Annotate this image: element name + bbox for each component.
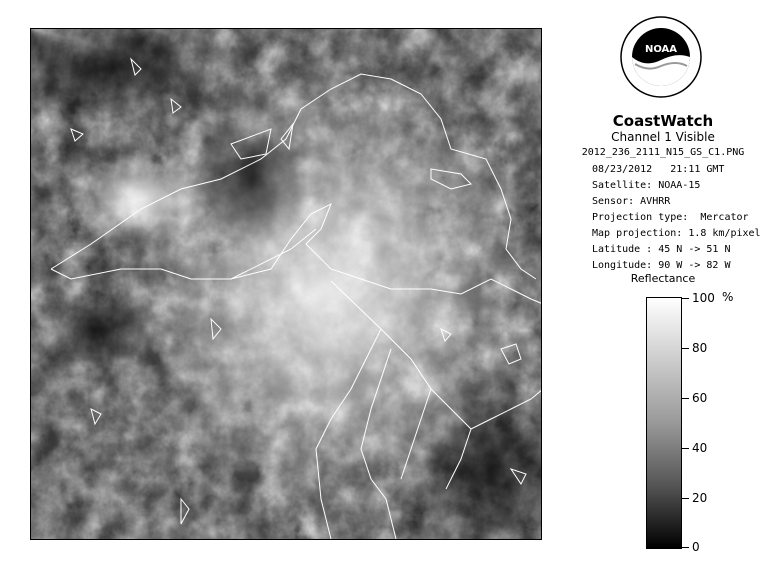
colorbar-tick-label: 100 [692,291,715,305]
colorbar-tick [682,448,689,449]
longitude-text: Longitude: 90 W -> 82 W [592,260,731,271]
colorbar-tick-label: 0 [692,540,700,554]
colorbar-tick-label: 40 [692,441,708,455]
colorbar-tick [682,298,689,299]
app-title: CoastWatch [612,112,714,130]
reflectance-colorbar [646,297,682,549]
satellite-image [30,28,542,540]
bright-cloud-cell [71,154,211,244]
noaa-logo [620,16,702,98]
satellite-text: Satellite: NOAA-15 [592,180,701,191]
colorbar-unit: % [722,290,734,304]
satellite-image-svg [31,29,542,540]
datetime-text: 08/23/2012 21:11 GMT [592,164,725,175]
colorbar-title: Reflectance [630,272,696,285]
colorbar-tick [682,547,689,548]
file-name: 2012_236_2111_N15_GS_C1.PNG [581,147,745,158]
colorbar-tick [682,348,689,349]
sensor-text: Sensor: AVHRR [592,196,671,207]
logo-text: NOAA [644,44,678,55]
latitude-text: Latitude : 45 N -> 51 N [592,244,731,255]
colorbar-tick-label: 20 [692,491,708,505]
map-projection-text: Map projection: 1.8 km/pixel [592,228,761,239]
channel-label: Channel 1 Visible [611,130,715,144]
colorbar-tick [682,498,689,499]
clear-sky-area [191,109,311,249]
projection-type-text: Projection type: Mercator [592,212,749,223]
clear-sky-area [41,289,161,369]
colorbar-tick-label: 60 [692,391,708,405]
colorbar-tick [682,398,689,399]
colorbar-tick-label: 80 [692,341,708,355]
